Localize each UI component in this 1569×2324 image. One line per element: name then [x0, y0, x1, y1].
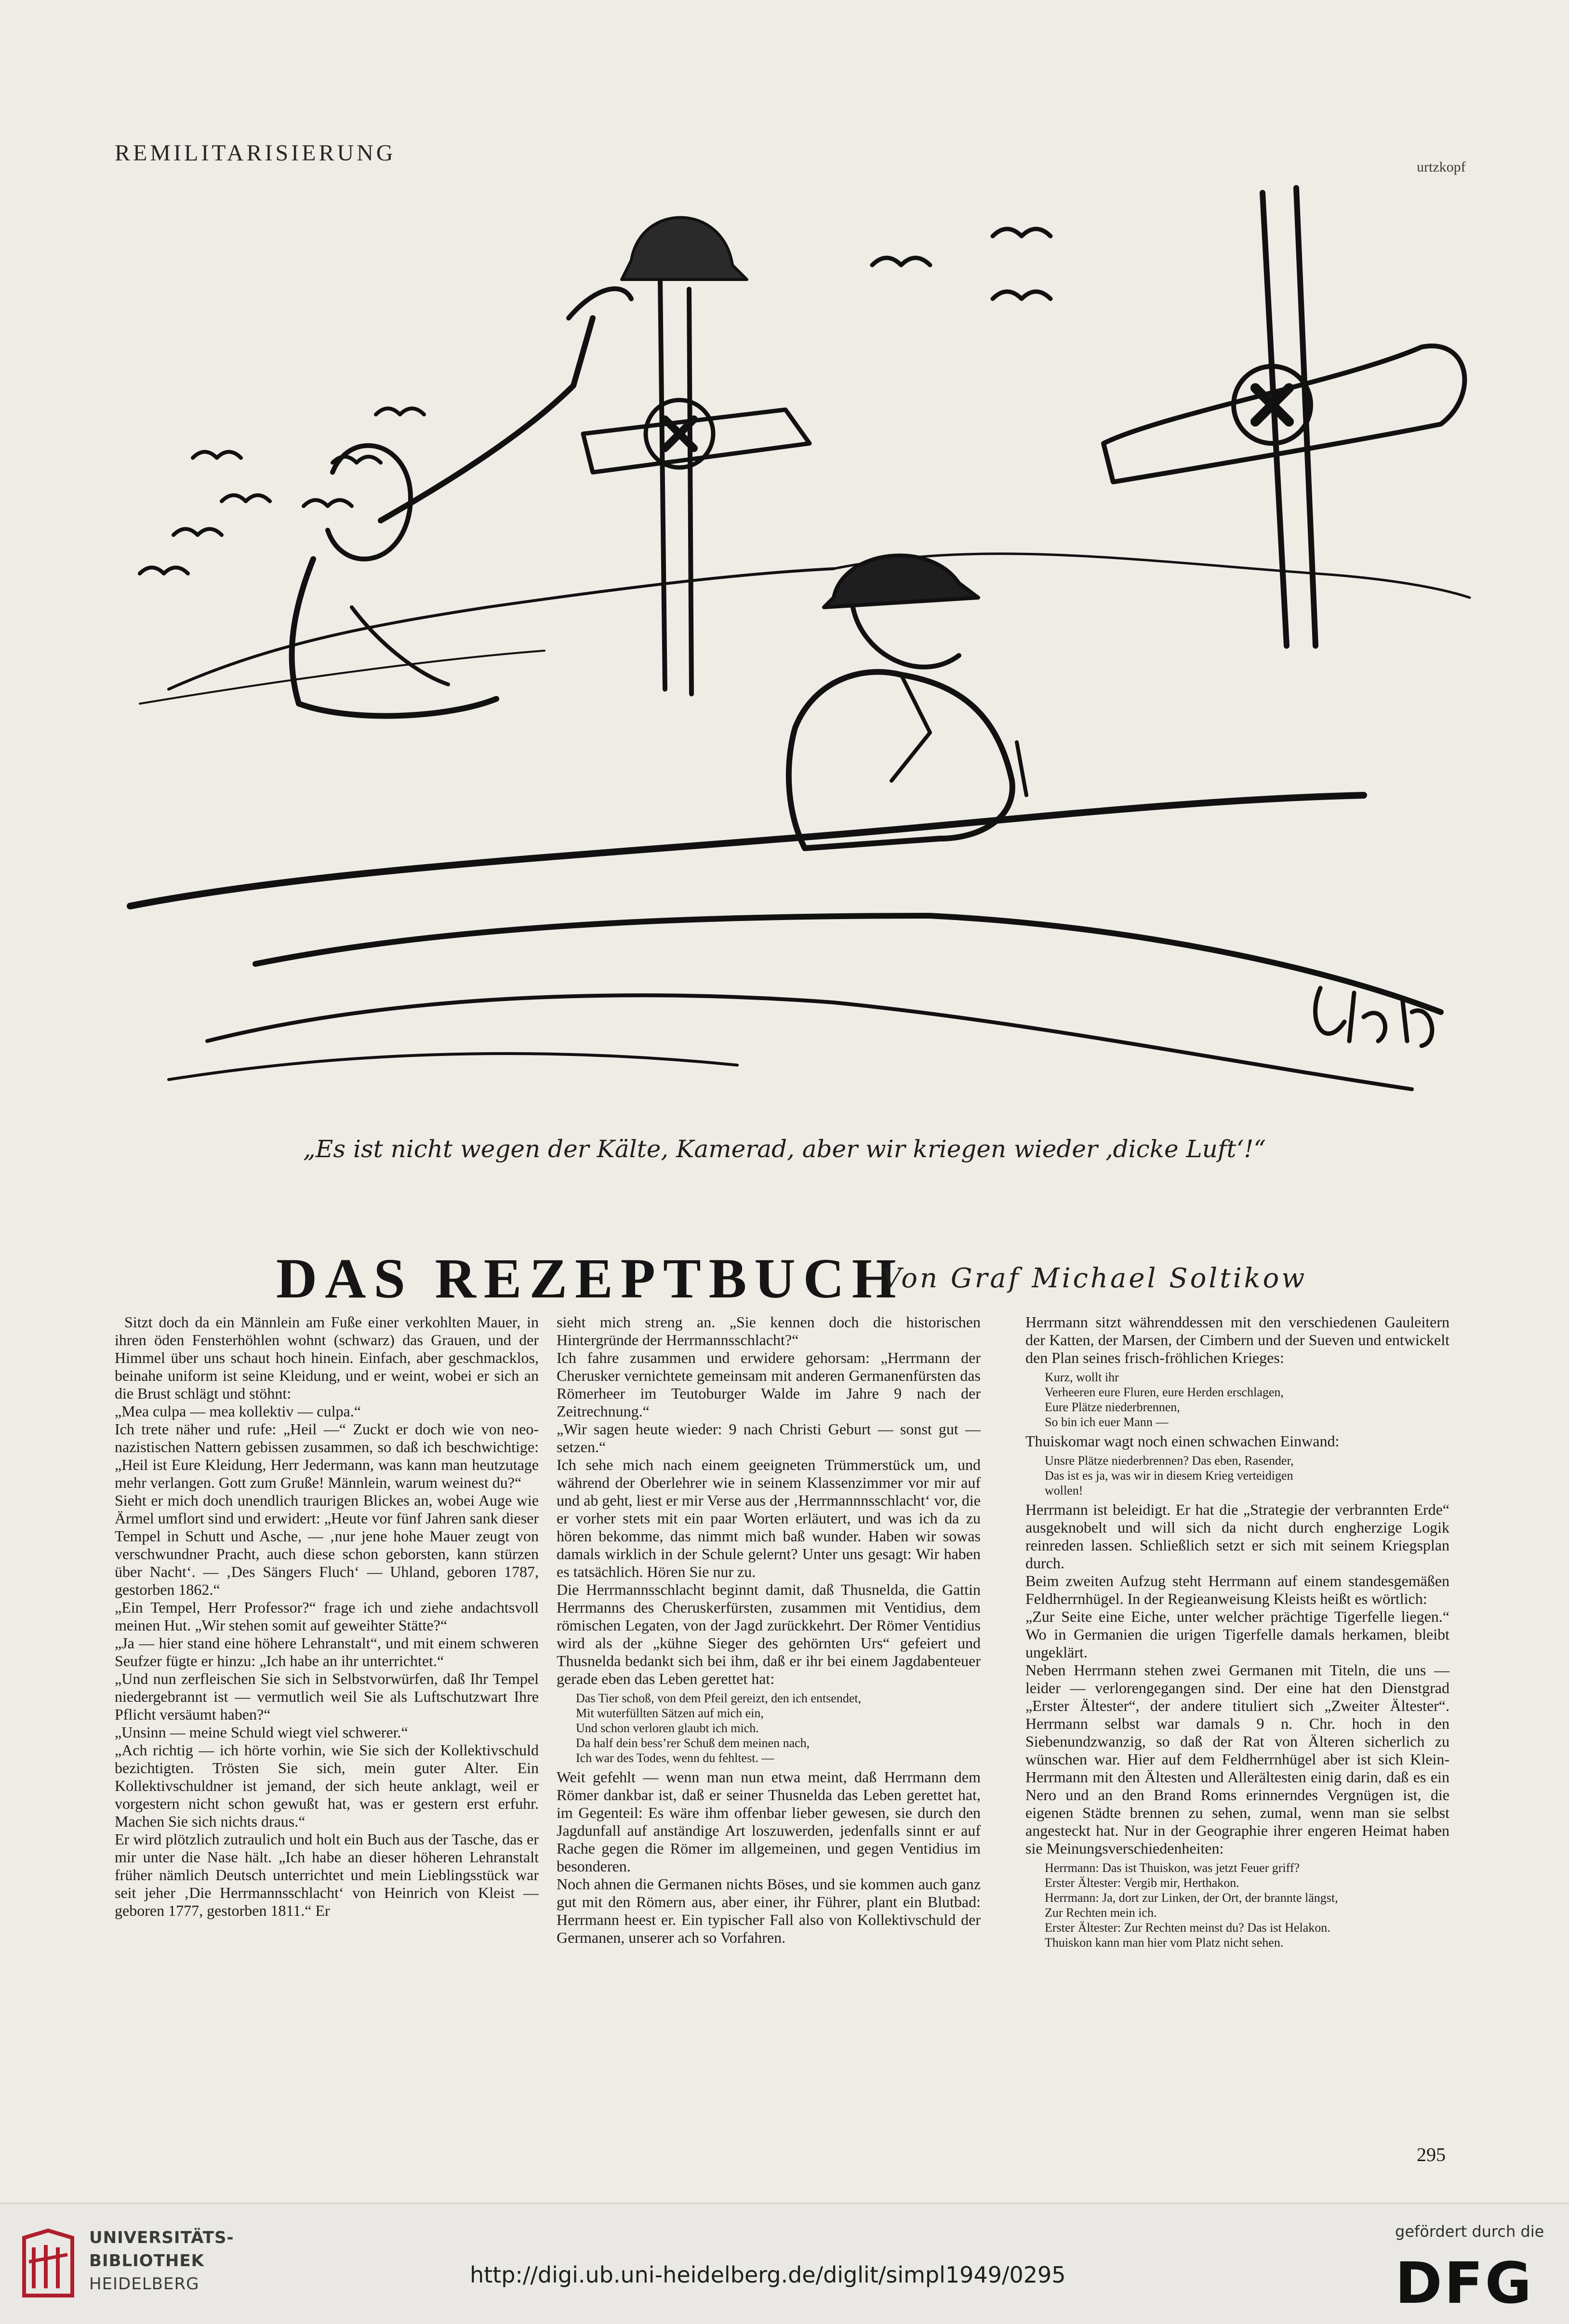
verse-line: Und schon verloren glaubt ich mich.: [576, 1721, 759, 1735]
article-title: DAS REZEPTBUCH: [276, 1247, 904, 1310]
paragraph: Ich fahre zusammen und erwidere gehorsam: „Herrmann der Cherusker vernichtete gemeinsam mit anderen Germanenfürsten das Römerheer im Teutoburger Walde im Jahre 9 nach der Zeitrechnung.“: [557, 1349, 981, 1420]
paragraph: Weit gefehlt — wenn man nun etwa meint, daß Herrmann dem Römer dankbar ist, daß er seiner Thusnelda das Leben gerettet hat, im Gegenteil: Es wäre ihm offenbar lieber gewesen, sie durch den Jagdunfall auf anständige Art loszuwerden, jedenfalls sinnt er auf Rache gegen die Römer im allgemeinen, und gegen Ventidius im besonderen.: [557, 1768, 981, 1875]
running-head: REMILITARISIERUNG: [115, 140, 396, 166]
library-footer-bar: [0, 2203, 1569, 2324]
artist-credit: urtzkopf: [1417, 159, 1466, 175]
paragraph: sieht mich streng an. „Sie kennen doch die historischen Hintergründe der Herrmannsschlacht?“: [557, 1313, 981, 1349]
verse-line: Herrmann: Ja, dort zur Linken, der Ort, der brannte längst,: [1045, 1891, 1338, 1905]
verse-quote: [576, 1691, 981, 1765]
verse-line: Thuiskon kann man hier vom Platz nicht sehen.: [1045, 1936, 1284, 1950]
verse-line: Verheeren eure Fluren, eure Herden erschlagen,: [1045, 1385, 1284, 1399]
paragraph: Thuiskomar wagt noch einen schwachen Einwand:: [1025, 1432, 1340, 1450]
verse-line: Ich war des Todes, wenn du fehltest. —: [576, 1751, 774, 1765]
text-column-1: [115, 1313, 539, 1920]
verse-line: Zur Rechten mein ich.: [1045, 1906, 1157, 1920]
paragraph: „Ein Tempel, Herr Professor?“ frage ich und ziehe andachtsvoll meinen Hut. „Wir stehen somit auf geweihter Stätte?“: [115, 1599, 539, 1634]
text-column-3: [1025, 1313, 1449, 1953]
paragraph: Sieht er mich doch unendlich traurigen Blickes an, wobei Auge wie Ärmel umflort sind und erwidert: „Heute vor fünf Jahren sank dieser Tempel in Schutt und Asche, — ‚nur jene hohe Mauer zeugt von verschwundner Pracht, auch diese schon geborsten, kann stürzen über Nacht‘. — ‚Des Sängers Fluch‘ — Uhland, geboren 1787, gestorben 1862.“: [115, 1492, 539, 1598]
funding-note: gefördert durch die: [1395, 2222, 1544, 2241]
paragraph: Herrmann ist beleidigt. Er hat die „Strategie der verbrannten Erde“ ausgeknobelt und will sich da nicht durch engherzige Logik reinreden lassen. Schließlich setzt er sich mit seinem Kriegsplan durch.: [1025, 1501, 1449, 1572]
verse-line: Herrmann: Das ist Thuiskon, was jetzt Feuer griff?: [1045, 1861, 1300, 1875]
verse-line: Das Tier schoß, von dem Pfeil gereizt, den ich entsendet,: [576, 1691, 862, 1705]
dfg-logo: DFG: [1395, 2250, 1534, 2316]
paragraph: „Zur Seite eine Eiche, unter welcher prächtige Tigerfelle liegen.“ Wo in Germanien die urigen Tigerfelle damals herkamen, bleibt ungeklärt.: [1025, 1608, 1449, 1661]
permalink-url[interactable]: http://digi.ub.uni-heidelberg.de/diglit/simpl1949/0295: [470, 2262, 1066, 2288]
verse-quote: [1045, 1453, 1449, 1498]
verse-line: Erster Ältester: Vergib mir, Herthakon.: [1045, 1876, 1239, 1890]
paragraph: Neben Herrmann stehen zwei Germanen mit Titeln, die uns — leider — verlorengegangen sind. Der eine hat den Dienstgrad „Erster Ältester“, der andere tituliert sich „Zweiter Ältester“. Herrmann selbst war damals 9 n. Chr. hoch in den Siebenundzwanzig, so daß der Rat von Älteren sicherlich zu wünschen war. Hier auf dem Feldherrnhügel aber ist sich Klein-Herrmann mit den Ältesten und Allerältesten einig darin, daß es ein Nero und an den Brand Roms erinnerndes Vergnügen ist, die eigenen Städte brennen zu sehen, zumal, wenn man sie selbst angesteckt hat. Nur in der Geographie ihrer engeren Heimat haben sie Meinungsverschiedenheiten:: [1025, 1661, 1449, 1857]
paragraph: Herrmann sitzt währenddessen mit den verschiedenen Gauleitern der Katten, der Marsen, der Cimbern und der Sueven und entwickelt den Plan seines frisch-fröhlichen Krieges:: [1025, 1313, 1449, 1366]
paragraph: Die Herrmannsschlacht beginnt damit, daß Thusnelda, die Gattin Herrmanns des Cheruskerfürsten, zusammen mit Ventidius, dem römischen Legaten, von der Jagd zurückkehrt. Der Römer Ventidius wird als der „kühne Sieger des gehörnten Urs“ gefeiert und Thusnelda bedankt sich bei ihm, daß er ihr bei einem Jagdabenteuer gerade eben das Leben gerettet hat:: [557, 1581, 981, 1687]
verse-line: Das ist es ja, was wir in diesem Krieg verteidigen: [1045, 1469, 1293, 1483]
paragraph: „Unsinn — meine Schuld wiegt viel schwerer.“: [115, 1723, 408, 1741]
paragraph: Ich trete näher und rufe: „Heil —“ Zuckt er doch wie von neo-nazistischen Nattern gebissen zusammen, so daß ich beschwichtige: „Heil ist Eure Kleidung, Herr Jedermann, was kann man heutzutage mehr verlangen. Gott zum Gruße! Männlein, warum weinest du?“: [115, 1420, 539, 1491]
paragraph: Noch ahnen die Germanen nichts Böses, und sie kommen auch ganz gut mit den Römern aus, aber einer, ihr Führer, plant ein Blutbad: Herrmann heest er. Ein typischer Fall also von Kollektivschuld der Germanen, unserer ach so Vorfahren.: [557, 1875, 981, 1946]
verse-quote: [1045, 1860, 1449, 1950]
verse-line: Unsre Plätze niederbrennen? Das eben, Rasender,: [1045, 1454, 1294, 1468]
paragraph: „Mea culpa — mea kollektiv — culpa.“: [115, 1402, 361, 1420]
verse-line: Da half dein bess’rer Schuß dem meinen nach,: [576, 1736, 810, 1750]
cartoon-illustration: [111, 174, 1494, 1137]
paragraph: „Wir sagen heute wieder: 9 nach Christi Geburt — sonst gut — setzen.“: [557, 1420, 981, 1456]
verse-line: Kurz, wollt ihr: [1045, 1370, 1119, 1384]
verse-line: Eure Plätze niederbrennen,: [1045, 1400, 1180, 1414]
verse-line: Mit wuterfüllten Sätzen auf mich ein,: [576, 1706, 764, 1720]
verse-line: So bin ich euer Mann —: [1045, 1415, 1169, 1429]
text-column-2: [557, 1313, 981, 1947]
verse-line: Erster Ältester: Zur Rechten meinst du? Das ist Helakon.: [1045, 1921, 1330, 1935]
verse-line: wollen!: [1045, 1483, 1083, 1497]
paragraph: Er wird plötzlich zutraulich und holt ein Buch aus der Tasche, das er mir unter die Nase hält. „Ich habe an dieser höheren Lehranstalt früher nämlich Deutsch unterrichtet und mein Lieblingsstück war seit jeher ‚Die Herrmannsschlacht‘ von Heinrich von Kleist — geboren 1777, gestorben 1811.“ Er: [115, 1830, 539, 1919]
verse-quote: [1045, 1370, 1449, 1429]
paragraph: „Ja — hier stand eine höhere Lehranstalt“, und mit einem schweren Seufzer fügte er hinzu: „Ich habe an ihr unterrichtet.“: [115, 1634, 539, 1670]
paragraph: „Und nun zerfleischen Sie sich in Selbstvorwürfen, daß Ihr Tempel niedergebrannt ist — vermutlich weil Sie als Luftschutzwart Ihre Pflicht versäumt haben?“: [115, 1670, 539, 1723]
cartoon-caption: „Es ist nicht wegen der Kälte, Kamerad, aber wir kriegen wieder ‚dicke Luft‘!“: [303, 1135, 1266, 1163]
page-number: 295: [1417, 2144, 1446, 2165]
paragraph: Beim zweiten Aufzug steht Herrmann auf einem standesgemäßen Feldherrnhügel. In der Regieanweisung Kleists heißt es wörtlich:: [1025, 1572, 1449, 1607]
university-library-logo-icon: [19, 2228, 77, 2300]
article-byline: Von Graf Michael Soltikow: [882, 1263, 1307, 1294]
institution-name-line: BIBLIOTHEK: [89, 2251, 204, 2271]
institution-name-line: HEIDELBERG: [89, 2274, 199, 2294]
paragraph: Sitzt doch da ein Männlein am Fuße einer verkohlten Mauer, in ihren öden Fensterhöhlen wohnt (schwarz) das Grauen, und der Himmel über uns schaut hoch hinein. Einfach, aber geschmacklos, beinahe uniform ist seine Kleidung, und er weint, wobei er sich an die Brust schlägt und stöhnt:: [115, 1313, 539, 1402]
paragraph: „Ach richtig — ich hörte vorhin, wie Sie sich der Kollektivschuld bezichtigten. Trösten Sie sich, mein guter Alter. Ein Kollektivschuldner ist jemand, der sich heute anklagt, weil er vorgestern nicht schon gewußt hat, was er gestern erst erfuhr. Machen Sie sich nichts draus.“: [115, 1741, 539, 1830]
paragraph: Ich sehe mich nach einem geeigneten Trümmerstück um, und während der Oberlehrer wie in seinem Klassenzimmer vor mir auf und ab geht, liest er mir Verse aus der ‚Herrmannnsschlacht‘ vor, die er vorher stets mit ein paar Worten erläutert, und was ich da zu hören bekomme, das nimmt mich baß wunder. Haben wir sowas damals wirklich in der Schule gelernt? Unter uns gesagt: Wir haben es tatsächlich. Hören Sie nur zu.: [557, 1456, 981, 1580]
institution-name-line: UNIVERSITÄTS-: [89, 2228, 234, 2247]
